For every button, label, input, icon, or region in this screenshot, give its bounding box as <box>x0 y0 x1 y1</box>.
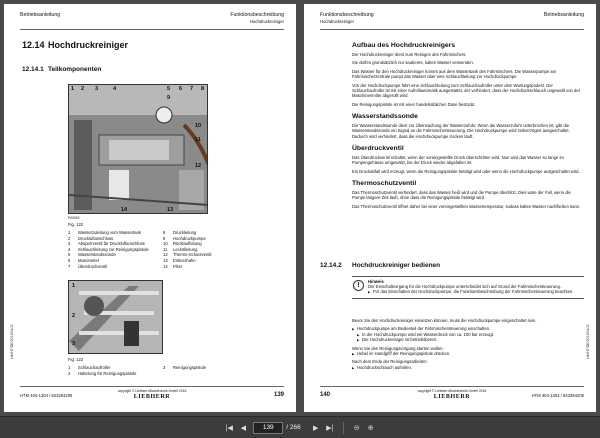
liebherr-logo: LIEBHERR <box>133 394 171 400</box>
last-page-icon[interactable]: ▶| <box>326 424 334 432</box>
step-result: ▶ Der Hochdruckreiniger ist betriebsbereit. <box>352 337 584 342</box>
paragraph: Das Wasser für den Hochdruckreiniger kommt aus dem Wassertank des Fahrmischers. Die Wasserpumpe am Fahrmischerzentrale pumpt das Wasser über eine Schlauchleitung zur Hochdruckpumpe. <box>352 68 557 80</box>
fig1-callout: 3 <box>95 86 99 92</box>
header-left: Funktionsbeschreibung <box>320 12 374 18</box>
fig1-callout: 4 <box>113 86 117 92</box>
subsection-heading: 12.14.2 Hochdruckreiniger bedienen <box>320 262 441 269</box>
next-page-icon[interactable]: ▶ <box>313 424 319 432</box>
header-right: Betriebsanleitung <box>543 12 584 18</box>
fig2-callout: 3 <box>72 341 76 347</box>
section-title: Aufbau des Hochdruckreinigers <box>352 42 456 49</box>
side-doc-code: LHI/HT/DE/2019/04/11 <box>10 324 14 360</box>
figure-122-photo <box>68 84 208 214</box>
section-title: Überdruckventil <box>352 145 404 153</box>
right-page <box>304 4 596 412</box>
fig1-callout: 5 <box>167 86 171 92</box>
paragraph: Das Thermoschutzventil öffnet daher bei einer voreingestellten Wassertemperatur, sodass kaltes Wasser nachfließen kann. <box>352 203 581 209</box>
note-box <box>352 276 584 299</box>
fig1-callout: 14 <box>121 207 128 213</box>
paragraph: Ein Druckabfall wird erzeugt, wenn die Reinigungspistole betätigt wird oder wenn die Hochdruckpumpe ausgeschaltet wird. <box>352 168 580 174</box>
footer-copyright: copyright © Liebherr-Mischtechnik GmbH 2016 <box>117 389 187 393</box>
page-header <box>320 12 584 30</box>
note-title: Hinweis <box>368 279 384 284</box>
fig1-callout: 8 <box>201 86 205 92</box>
fig2-callout: 2 <box>72 313 76 319</box>
footer-doc-number: HTM 404-1304 / 823354205 <box>531 393 584 398</box>
figure-123-caption: Fig. 123 <box>68 357 84 362</box>
fig2-callout: 1 <box>72 283 76 289</box>
toolbar-divider <box>343 422 344 434</box>
fig1-callout: 13 <box>167 207 174 213</box>
parts-list: 1 Wasserzuleitung vom Wassertank 8 Druckleitung 2 Druckluftanschluss 9 Hochdruckpumpe 3 Absperrventil für Druckluftanschluss 10 Rücklaufleitung 4 Schlauchleitung zur Reinigungspistole 11 Leckölleitung 5 Wasserstandssonde 12 Thermo-Schutzventil 6 Manometer 13 Entleerhahn 7 Überdruckventil 14 Filter <box>68 230 212 269</box>
paragraph: Wenn Sie den Reinigungsvorgang starten wollen: <box>352 345 444 351</box>
header-left: Betriebsanleitung <box>20 12 61 18</box>
section-title: Wasserstandssonde <box>352 113 418 121</box>
paragraph: Das Thermoschutzventil verhindert, dass das Wasser heiß wird und die Pumpe überhitzt. Dies wäre der Fall, wenn die Pumpe längere Zeit läuft, ohne dass die Reinigungspistole betätigt wird. <box>352 190 571 201</box>
info-icon: ! <box>353 280 364 291</box>
page-footer <box>20 386 284 404</box>
paragraph: Das Überdruckventil schaltet, wenn der voreingestellte Druck überschritten wird. Nun wird das Wasser so lange im Pumpengehäuse umgewälzt, bis der Druck wieder abgefallen ist. <box>352 155 564 166</box>
footer-doc-number: HTM 404-1304 / 823354205 <box>20 393 73 398</box>
page-footer <box>320 386 584 404</box>
figure-tag: P00002 <box>68 216 80 220</box>
fig1-callout: 11 <box>195 137 201 143</box>
liebherr-logo: LIEBHERR <box>433 394 471 400</box>
page-number-input[interactable] <box>253 422 283 434</box>
fig1-callout: 7 <box>190 86 194 92</box>
fig1-callout: 9 <box>167 95 171 101</box>
paragraph: Der Hochdruckreiniger dient zum Reinigen des Fahrmischers. <box>352 52 467 57</box>
header-sub: Hochdruckreiniger <box>250 19 284 24</box>
zoom-in-icon[interactable]: ⊕ <box>367 424 374 432</box>
page-header <box>20 12 284 30</box>
page-number: 139 <box>273 392 284 398</box>
figure-123-photo <box>68 280 163 354</box>
step-bullet: ▶ Hochdruckpumpe am Bedienteil der Fahrmischersteuerung einschalten. <box>352 326 584 331</box>
fig1-callout: 1 <box>71 86 75 92</box>
pdf-viewer-toolbar <box>0 416 600 438</box>
paragraph: Bevor Sie den Hochdruckreiniger einsetzen können, muss die Hochdruckpumpe eingeschaltet sein. <box>352 318 537 323</box>
hose-reel-image <box>69 281 163 354</box>
step-bullet: ▶ Hebel im Handgriff der Reinigungspistole drücken. <box>352 351 584 356</box>
step-result: ▶ In der Hochdruckpumpe wird ein Wasserdruck von ca. 100 bar erzeugt. <box>352 332 584 337</box>
paragraph: Nach dem Ende der Reinigungsarbeiten: <box>352 359 428 365</box>
content-column <box>352 36 584 212</box>
fig1-callout: 10 <box>195 123 202 129</box>
pump-assembly-image <box>69 85 208 214</box>
fig1-callout: 2 <box>81 86 85 92</box>
side-doc-code: LHI/HT/DE/2019/04/11 <box>586 324 590 360</box>
step-bullet: ▶ Hochdruckschlauch aufrollen. <box>352 365 584 370</box>
note-bullet: ▶ Für das Einschalten der Hochdruckpumpe, die Funktionsbeschreibung der Fahrmischersteuerung beachten. <box>368 289 584 294</box>
subsection-heading: 12.14.1 Teilkomponenten <box>22 66 102 73</box>
section-title: Thermoschutzventil <box>352 180 417 188</box>
header-sub: Hochdruckreiniger <box>320 19 354 24</box>
footer-copyright: copyright © Liebherr-Mischtechnik GmbH 2016 <box>417 389 487 393</box>
paragraph: Die Wasserstandssonde dient zur Überwachung der Wasserzufuhr. Wenn die Wasserzufuhr unterbrochen ist, gibt die Wasserstandssonde ein Signal an die Fahrmischersteuerung. Die Hochdruckpumpe wird zeitverzögert ausgeschaltet. Dadurch wird verhindert, dass die Hochdruckpumpe trocken läuft. <box>352 123 570 139</box>
figure-122-caption: Fig. 122 <box>68 222 84 227</box>
fig1-callout: 12 <box>195 163 202 169</box>
paragraph: Von der Hochdruckpumpe führt eine Schlauchleitung zum Schlauchaufroller unter dem Wartungspodest. Der Schlauchaufroller ist mit einer Aufrollautomatik ausgestattet, der verhindert, dass der Hochdruckschlauch ungewollt von der Maschinenmitte abgerollt wird. <box>352 82 581 99</box>
section-heading: 12.14 Hochdruckreiniger <box>22 40 129 50</box>
page-total: / 266 <box>286 424 301 431</box>
operation-steps <box>352 318 584 373</box>
paragraph: Sie dürfen grundsätzlich nur sauberes, kaltes Wasser verwenden. <box>352 60 474 66</box>
prev-page-icon[interactable]: ◀ <box>240 424 246 432</box>
zoom-out-icon[interactable]: ⊖ <box>353 424 360 432</box>
parts-list-2: 1 Schlauchaufroller 3 Reinigungspistole 2 Halterung für Reinigungspistole <box>68 365 207 376</box>
left-page <box>4 4 296 412</box>
fig1-callout: 6 <box>179 86 183 92</box>
header-right: Funktionsbeschreibung <box>230 12 284 18</box>
first-page-icon[interactable]: |◀ <box>225 424 233 432</box>
page-number: 140 <box>320 392 331 398</box>
note-text: Der Einschaltvorgang für die Hochdruckpumpe unterscheidet sich auf Grund der Fahrmischersteuerung. <box>368 284 561 290</box>
paragraph: Die Reinigungspistole ist mit einer handelsüblichen Düse bestückt. <box>352 101 476 107</box>
